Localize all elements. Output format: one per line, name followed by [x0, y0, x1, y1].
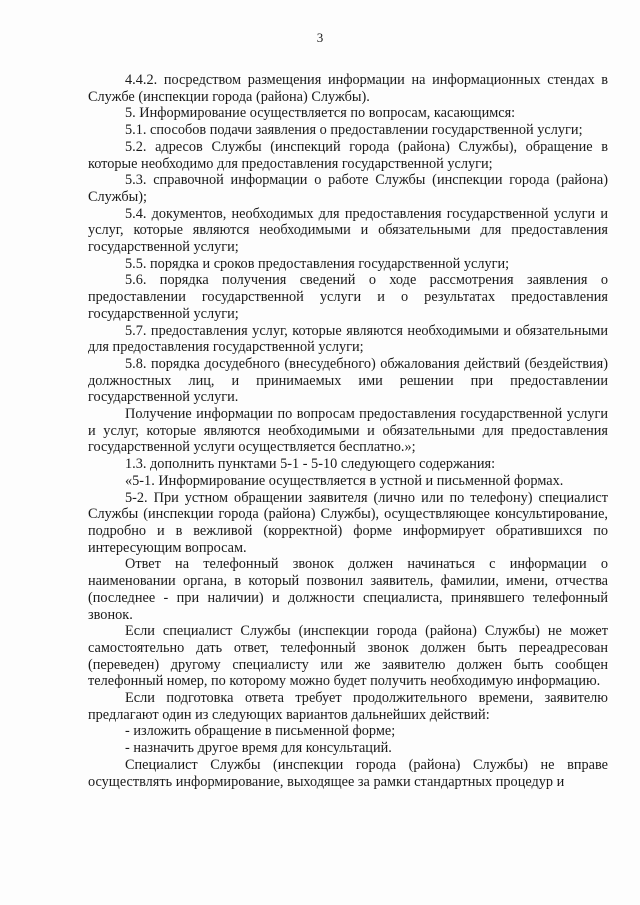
paragraph-5-5: 5.5. порядка и сроков предоставления государственной услуги; — [125, 255, 510, 272]
document-body — [88, 72, 608, 790]
list-item-other-time: - назначить другое время для консультаций. — [125, 740, 392, 757]
paragraph-5-8: 5.8. порядка досудебного (внесудебного) обжалования действий (бездействия) должностных лиц, и принимаемых ими решении при предоставлении государственной услуги. — [88, 355, 608, 406]
paragraph-4-4-2: 4.4.2. посредством размещения информации на информационных стендах в Службе (инспекции города (района) Службы). — [88, 72, 608, 105]
paragraph-specialist-limit: Специалист Службы (инспекции города (района) Службы) не вправе осуществлять информирование, выходящее за рамки стандартных процедур и — [88, 756, 608, 790]
paragraph-redirect: Если специалист Службы (инспекции города (района) Службы) не может самостоятельно дать ответ, телефонный звонок должен быть переадресован (переведен) другому специалисту или же заявителю должен быть сообщен телефонный номер, по которому можно будет получить необходимую информацию. — [88, 623, 608, 690]
paragraph-5: 5. Информирование осуществляется по вопросам, касающимся: — [125, 105, 516, 122]
paragraph-5-2-oral: 5-2. При устном обращении заявителя (лично или по телефону) специалист Службы (инспекции города (района) Службы), осуществляющее консультирование, подробно и в вежливой (корректной) форме информирует обратившихся по интересующим вопросам. — [88, 489, 608, 556]
paragraph-free-information: Получение информации по вопросам предоставления государственной услуги и услуг, которые являются необходимыми и обязательными для предоставления государственной услуги осуществляется бесплатно.»; — [88, 406, 608, 456]
paragraph-5-2: 5.2. адресов Службы (инспекций города (района) Службы), обращение в которые необходимо для предоставления государственной услуги; — [88, 138, 608, 172]
paragraph-5-6: 5.6. порядка получения сведений о ходе рассмотрения заявления о предоставлении государственной услуги и о результатах предоставления государственной услуги; — [88, 272, 608, 322]
list-item-written-form: - изложить обращение в письменной форме; — [125, 723, 396, 740]
paragraph-1-3: 1.3. дополнить пунктами 5-1 - 5-10 следующего содержания: — [125, 456, 496, 473]
page-number: 3 — [316, 30, 324, 45]
paragraph-long-answer: Если подготовка ответа требует продолжительного времени, заявителю предлагают один из следующих вариантов дальнейших действий: — [88, 690, 608, 723]
paragraph-5-3: 5.3. справочной информации о работе Службы (инспекции города (района) Службы); — [88, 172, 608, 205]
paragraph-5-4: 5.4. документов, необходимых для предоставления государственной услуги и услуг, которые являются необходимыми и обязательными для предоставления государственной услуги; — [88, 205, 608, 256]
paragraph-5-1-forms: «5-1. Информирование осуществляется в устной и письменной формах. — [125, 472, 564, 489]
paragraph-5-7: 5.7. предоставления услуг, которые являются необходимыми и обязательными для предоставления государственной услуги; — [88, 322, 608, 356]
paragraph-phone-answer: Ответ на телефонный звонок должен начинаться с информации о наименовании органа, в который позвонил заявитель, фамилии, имени, отчества (последнее - при наличии) и должности специалиста, принявшего телефонный звонок. — [88, 556, 608, 623]
paragraph-5-1: 5.1. способов подачи заявления о предоставлении государственной услуги; — [125, 122, 583, 139]
